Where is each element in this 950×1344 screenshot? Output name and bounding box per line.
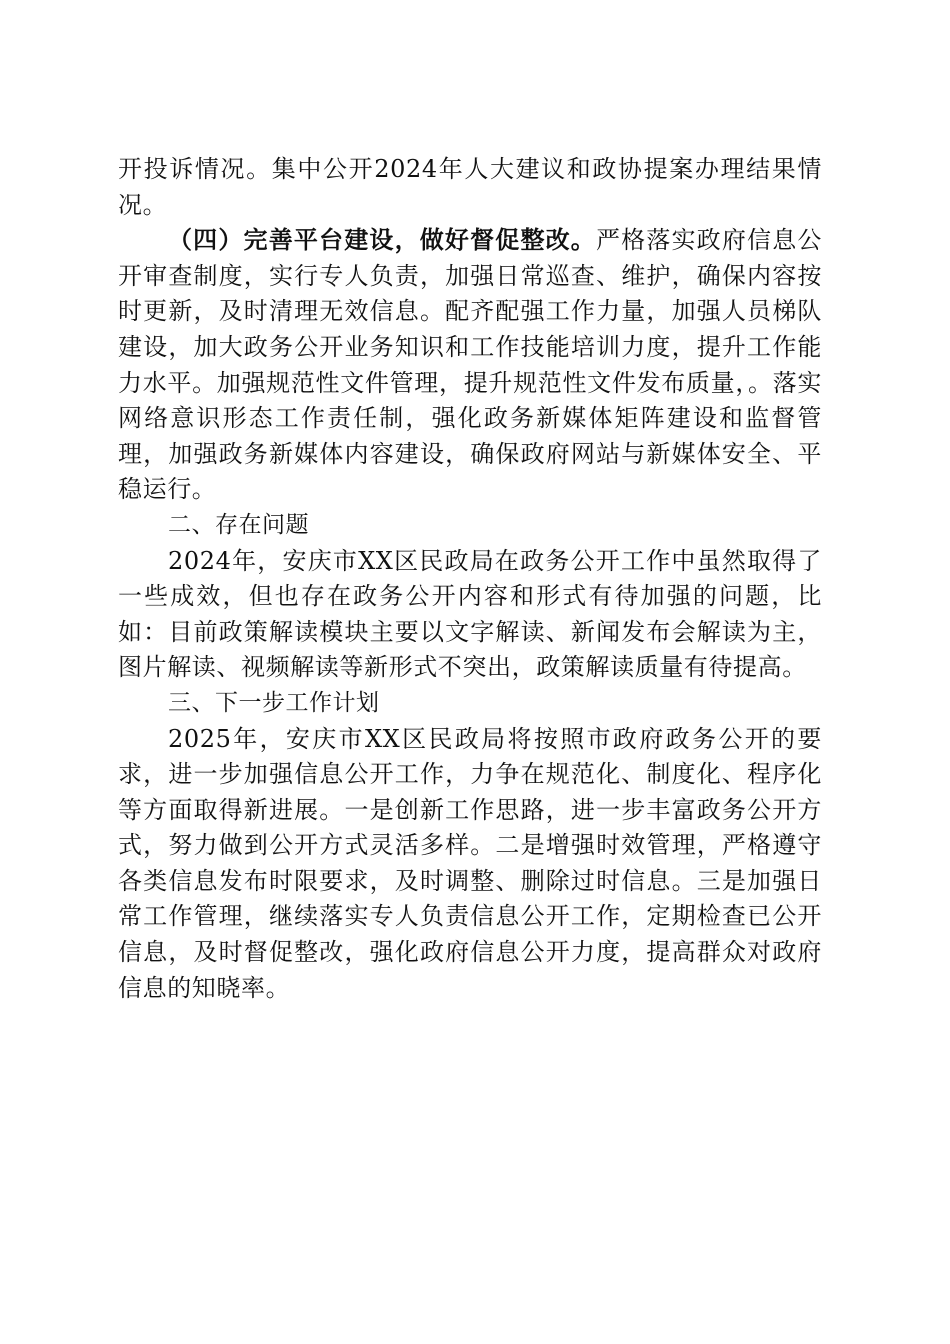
paragraph-existing-problems: 2024年，安庆市XX区民政局在政务公开工作中虽然取得了一些成效，但也存在政务公开内容和形式有待加强的问题，比如：目前政策解读模块主要以文字解读、新闻发布会解读为主，图片解读、视频解读等新形式不突出，政策解读质量有待提高。 xyxy=(118,546,822,682)
paragraph-platform-construction xyxy=(118,223,822,508)
paragraph-next-work-plan: 2025年，安庆市XX区民政局将按照市政府政务公开的要求，进一步加强信息公开工作，力争在规范化、制度化、程序化等方面取得新进展。一是创新工作思路，进一步丰富政务公开方式，努力做到公开方式灵活多样。二是增强时效管理，严格遵守各类信息发布时限要求，及时调整、删除过时信息。三是加强日常工作管理，继续落实专人负责信息公开工作，定期检查已公开信息，及时督促整改，强化政府信息公开力度，提高群众对政府信息的知晓率。 xyxy=(118,724,822,1002)
heading-existing-problems: 二、存在问题 xyxy=(168,511,309,538)
platform-section-lead: （四）完善平台建设，做好督促整改。 xyxy=(168,226,596,255)
paragraph-continuation: 开投诉情况。集中公开2024年人大建议和政协提案办理结果情况。 xyxy=(118,155,822,219)
heading-next-work-plan: 三、下一步工作计划 xyxy=(168,689,380,716)
document-page xyxy=(118,152,822,1006)
platform-section-body: 严格落实政府信息公开审查制度，实行专人负责，加强日常巡查、维护，确保内容按时更新，及时清理无效信息。配齐配强工作力量，加强人员梯队建设，加大政务公开业务知识和工作技能培训力度，提升工作能力水平。加强规范性文件管理，提升规范性文件发布质量，。落实网络意识形态工作责任制，强化政务新媒体矩阵建设和监督管理，加强政务新媒体内容建设，确保政府网站与新媒体安全、平稳运行。 xyxy=(118,226,822,504)
